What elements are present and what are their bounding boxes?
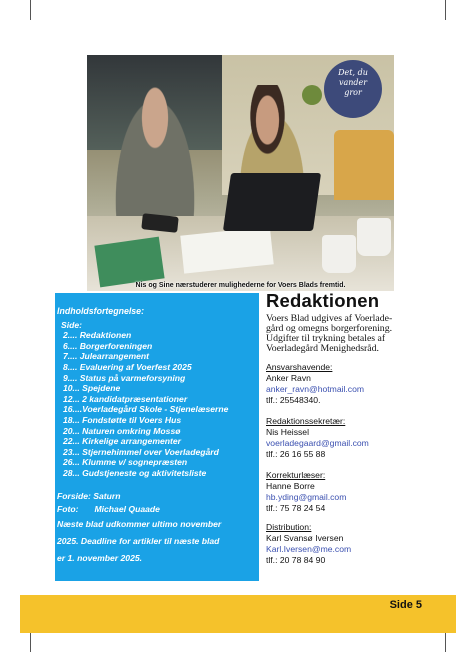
contact-email-link[interactable]: hb.yding@gmail.com — [266, 492, 347, 502]
contact-name: Nis Heissel — [266, 427, 309, 437]
toc-title: Indholdsfortegnelse: — [57, 306, 144, 316]
editorial-column — [266, 290, 446, 566]
foto-name: Michael Quaade — [94, 503, 160, 514]
contact-phone: tlf.: 75 78 24 54 — [266, 503, 326, 513]
toc-side-label: Side: — [61, 319, 83, 330]
toc-item[interactable]: 7.... Julearrangement — [63, 351, 149, 362]
contact-phone: tlf.: 25548340. — [266, 395, 321, 405]
toc-list — [57, 330, 259, 478]
role-label: Redaktionssekretær: — [266, 416, 346, 426]
intro-line: Voerladegård Menighedsråd. — [266, 343, 379, 354]
crop-mark-top-left — [30, 0, 31, 20]
forside-credit: Forside: Saturn — [57, 490, 121, 501]
toc-item[interactable]: 12... 2 kandidatpræsentationer — [63, 393, 188, 404]
contact-name: Anker Ravn — [266, 373, 311, 383]
intro-line: Udgifter til trykning betales af — [266, 333, 386, 344]
page-number: Side 5 — [389, 599, 422, 611]
toc-item[interactable]: 23... Stjernehimmel over Voerladegård — [63, 446, 219, 457]
foto-credit — [57, 503, 259, 515]
photo-wall-sign — [324, 60, 382, 118]
toc-item[interactable]: 16....Voerladegård Skole - Stjenelæserne — [63, 404, 229, 415]
photo-book — [94, 237, 164, 288]
sign-line-3: gror — [344, 88, 362, 97]
toc-item[interactable]: 2.... Redaktionen — [63, 330, 132, 341]
foto-label: Foto: — [57, 503, 79, 514]
contact-distribution — [266, 522, 446, 566]
photo-cup-1 — [322, 235, 356, 273]
contact-email-link[interactable]: Karl.Iversen@me.com — [266, 544, 352, 554]
contact-phone: tlf.: 26 16 55 88 — [266, 449, 326, 459]
contact-phone: tlf.: 20 78 84 90 — [266, 555, 326, 565]
photo-caption: Nis og Sine nærstuderer mulighederne for Voers Blads fremtid. — [135, 282, 346, 289]
crop-mark-top-right — [445, 0, 446, 20]
role-label: Korrekturlæser: — [266, 470, 326, 480]
section-heading: Redaktionen — [266, 290, 380, 311]
page-footer — [20, 595, 456, 633]
toc-item[interactable]: 9.... Status på varmeforsyning — [63, 372, 186, 383]
contact-sekretaer — [266, 416, 446, 460]
contact-name: Hanne Borre — [266, 481, 315, 491]
photo-person-man — [105, 73, 205, 233]
toc-item[interactable]: 28... Gudstjeneste og aktivitetsliste — [63, 467, 207, 478]
toc-item[interactable]: 22... Kirkelige arrangementer — [63, 436, 181, 447]
next-issue-line: Næste blad udkommer ultimo november — [57, 518, 222, 529]
next-issue-notice — [57, 516, 259, 567]
toc-item[interactable]: 20... Naturen omkring Mossø — [63, 425, 181, 436]
crop-mark-bottom-right — [445, 633, 446, 652]
sign-line-1: Det, du — [338, 68, 368, 77]
crop-mark-bottom-left — [30, 633, 31, 652]
photo-laptop — [223, 173, 321, 231]
next-issue-line: 2025. Deadline for artikler til næste blad — [57, 535, 220, 546]
intro-line: Voers Blad udgives af Voerlade- — [266, 313, 393, 324]
cover-photo — [87, 55, 394, 291]
toc-item[interactable]: 10... Spejdene — [63, 383, 121, 394]
contact-email-link[interactable]: anker_ravn@hotmail.com — [266, 384, 365, 394]
toc-item[interactable]: 26... Klumme v/ sognepræsten — [63, 457, 188, 468]
table-of-contents — [55, 293, 259, 581]
photo-cup-2 — [357, 218, 391, 256]
next-issue-line: er 1. november 2025. — [57, 552, 143, 563]
role-label: Ansvarshavende: — [266, 362, 333, 372]
contact-email-link[interactable]: voerladegaard@gmail.com — [266, 438, 369, 448]
sign-line-2: vander — [338, 78, 368, 87]
role-label: Distribution: — [266, 522, 312, 532]
intro-text — [266, 314, 446, 354]
toc-item[interactable]: 6.... Borgerforeningen — [63, 340, 153, 351]
intro-line: gård og omegns borgerforening. — [266, 323, 393, 334]
toc-item[interactable]: 18... Fondstøtte til Voers Hus — [63, 414, 182, 425]
toc-item[interactable]: 8.... Evaluering af Voerfest 2025 — [63, 361, 192, 372]
contact-ansvarshavende — [266, 362, 446, 406]
contact-name: Karl Svansø Iversen — [266, 533, 344, 543]
photo-chairs — [334, 130, 394, 200]
contact-korrektur — [266, 470, 446, 514]
